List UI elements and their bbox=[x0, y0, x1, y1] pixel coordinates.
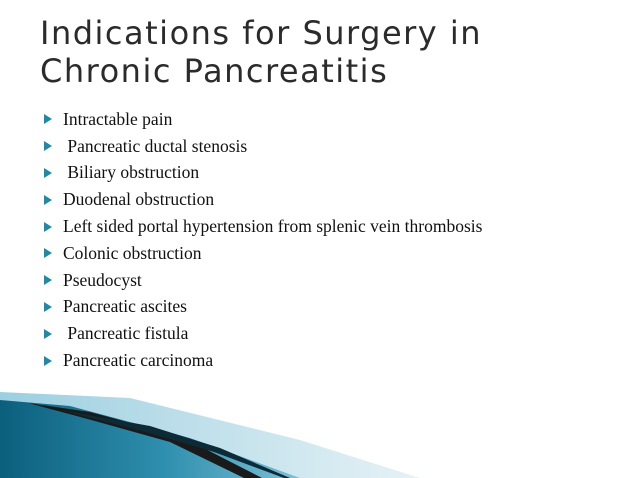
bullet-text: Pancreatic carcinoma bbox=[63, 350, 214, 371]
slide-title: Indications for Surgery in Chronic Pancreatitis bbox=[40, 14, 483, 90]
decor-thin-line bbox=[60, 410, 290, 478]
triangle-right-icon bbox=[44, 195, 63, 205]
bullet-text: Intractable pain bbox=[63, 108, 173, 129]
decor-light-sweep bbox=[0, 392, 420, 478]
bullet-item bbox=[44, 160, 624, 187]
bullet-text: Pancreatic fistula bbox=[63, 323, 189, 344]
bullet-item bbox=[44, 240, 624, 267]
triangle-right-icon bbox=[44, 329, 63, 339]
decor-dark-stroke bbox=[28, 403, 262, 478]
bullet-text: Pancreatic ascites bbox=[63, 296, 187, 317]
triangle-right-icon bbox=[44, 302, 63, 312]
bullet-text: Biliary obstruction bbox=[63, 162, 200, 183]
bullet-item bbox=[44, 213, 624, 240]
bullet-text: Colonic obstruction bbox=[63, 242, 202, 263]
triangle-right-icon bbox=[44, 141, 63, 151]
decor-teal-sweep bbox=[0, 400, 300, 478]
bullet-item bbox=[44, 294, 624, 321]
bullet-item bbox=[44, 267, 624, 294]
bullet-item bbox=[44, 133, 624, 160]
triangle-right-icon bbox=[44, 356, 63, 366]
bullet-text: Pancreatic ductal stenosis bbox=[63, 135, 248, 156]
bullet-item bbox=[44, 347, 624, 374]
triangle-right-icon bbox=[44, 248, 63, 258]
bullet-item bbox=[44, 320, 624, 347]
triangle-right-icon bbox=[44, 114, 63, 124]
triangle-right-icon bbox=[44, 275, 63, 285]
bullet-text: Pseudocyst bbox=[63, 269, 142, 290]
bullet-list bbox=[44, 106, 624, 374]
bullet-text: Left sided portal hypertension from splenic vein thrombosis bbox=[63, 216, 483, 237]
triangle-right-icon bbox=[44, 168, 63, 178]
bullet-text: Duodenal obstruction bbox=[63, 189, 215, 210]
bullet-item bbox=[44, 186, 624, 213]
triangle-right-icon bbox=[44, 222, 63, 232]
bullet-item bbox=[44, 106, 624, 133]
